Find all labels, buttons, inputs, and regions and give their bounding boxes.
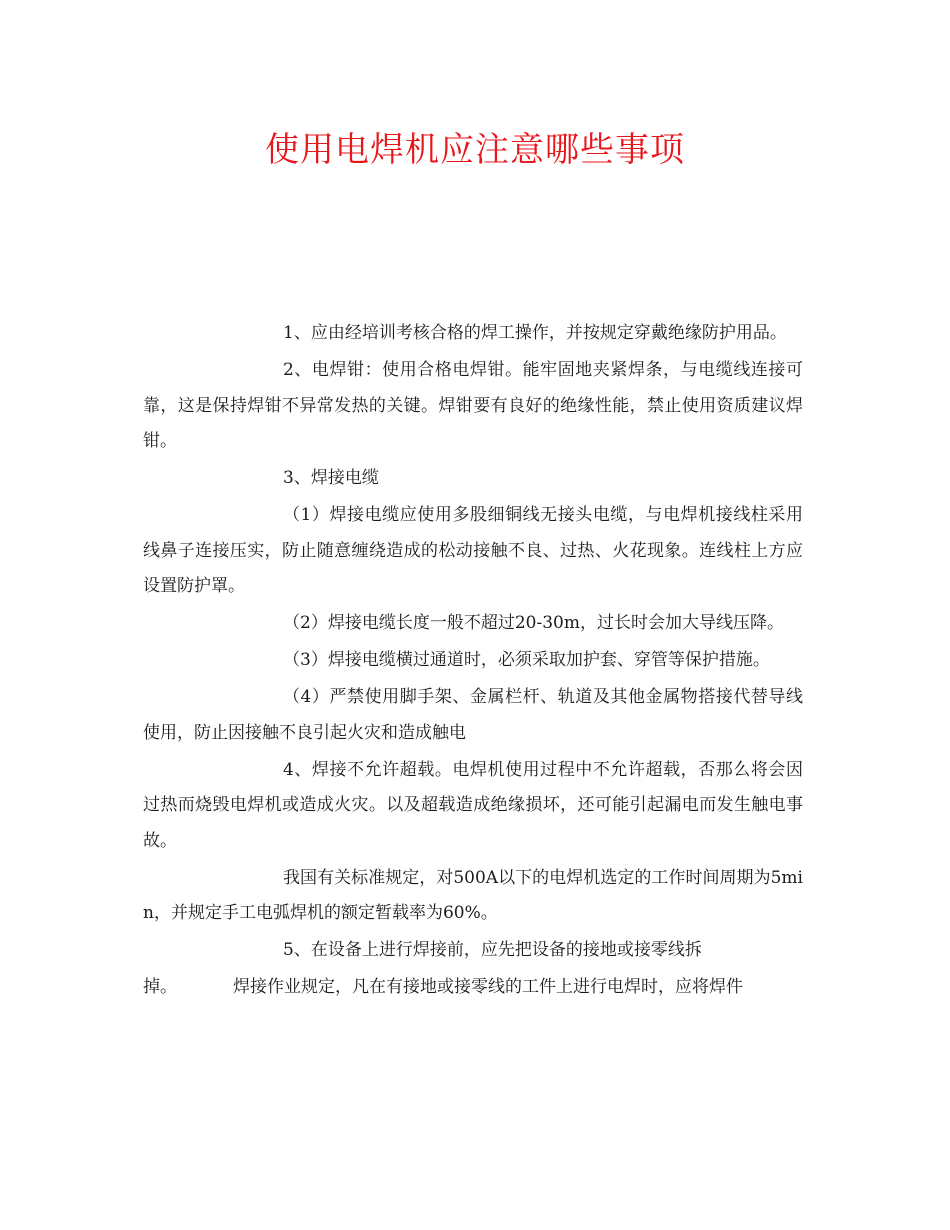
paragraph-4-standard: 我国有关标准规定，对500A以下的电焊机选定的工作时间周期为5min，并规定手工电弧焊机的额定暂载率为60%。 (143, 867, 803, 923)
paragraph-2: 2、电焊钳：使用合格电焊钳。能牢固地夹紧焊条，与电缆线连接可靠，这是保持焊钳不异常发热的关键。焊钳要有良好的绝缘性能，禁止使用资质建议焊钳。 (143, 360, 803, 451)
document-body (143, 316, 803, 1007)
document-title: 使用电焊机应注意哪些事项 (265, 130, 685, 170)
paragraph-3-3: （3）焊接电缆横过通道时，必须采取加护套、穿管等保护措施。 (283, 650, 770, 670)
paragraph-6-start: 焊接作业规定，凡在有接地或接零线的工件上进行电焊时，应将焊件 (233, 977, 743, 997)
paragraph-3-2: （2）焊接电缆长度一般不超过20-30m，过长时会加大导线压降。 (283, 613, 784, 633)
paragraph-3-1: （1）焊接电缆应使用多股细铜线无接头电缆，与电焊机接线柱采用线鼻子连接压实，防止随意缠绕造成的松动接触不良、过热、火花现象。连线柱上方应设置防护罩。 (143, 505, 803, 596)
paragraph-3: 3、焊接电缆 (283, 468, 379, 488)
paragraph-1: 1、应由经培训考核合格的焊工操作，并按规定穿戴绝缘防护用品。 (283, 323, 787, 343)
paragraph-5-end: 掉。 (143, 977, 177, 997)
paragraph-5: 5、在设备上进行焊接前，应先把设备的接地或接零线拆 (283, 940, 702, 960)
paragraph-4: 4、焊接不允许超载。电焊机使用过程中不允许超载，否那么将会因过热而烧毁电焊机或造成火灾。以及超载造成绝缘损坏，还可能引起漏电而发生触电事故。 (143, 759, 803, 851)
paragraph-3-4: （4）严禁使用脚手架、金属栏杆、轨道及其他金属物搭接代替导线使用，防止因接触不良引起火灾和造成触电 (143, 687, 803, 743)
paragraph-5-continued (143, 970, 803, 1006)
